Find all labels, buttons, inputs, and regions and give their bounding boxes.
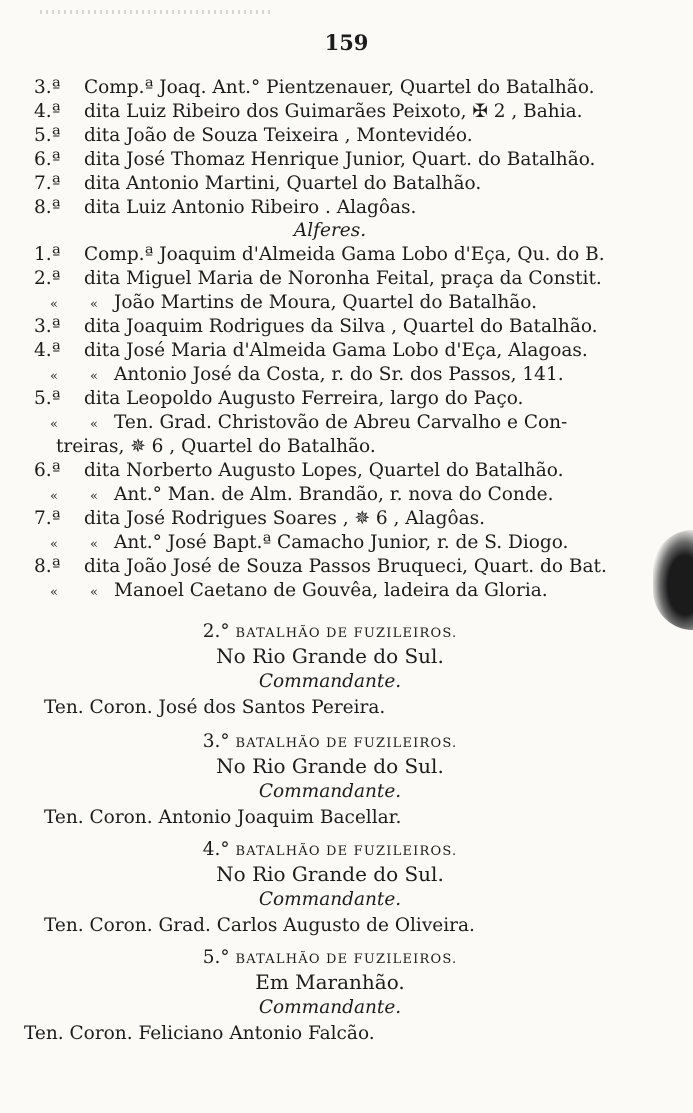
list-item: « « João Martins de Moura, Quartel do Batalhão. [50, 292, 537, 313]
list-item: 4.ª dita José Maria d'Almeida Gama Lobo d'Eça, Alagoas. [34, 340, 588, 361]
list-item: 3.ª Comp.ª Joaq. Ant.° Pientzenauer, Quartel do Batalhão. [34, 77, 595, 98]
list-item-continuation: treiras, ✵ 6 , Quartel do Batalhão. [56, 436, 376, 457]
list-item: 7.ª dita José Rodrigues Soares , ✵ 6 , Alagôas. [34, 508, 485, 529]
battalion-heading: 4.° BATALHÃO DE FUZILEIROS. [202, 839, 458, 860]
commander-name: Ten. Coron. Antonio Joaquim Bacellar. [44, 807, 402, 828]
battalion-location: No Rio Grande do Sul. [216, 862, 444, 886]
commander-heading: Commandante. [258, 671, 402, 692]
commander-heading: Commandante. [258, 889, 402, 910]
battalion-heading: 2.° BATALHÃO DE FUZILEIROS. [202, 621, 458, 642]
list-item: 6.ª dita José Thomaz Henrique Junior, Quart. do Batalhão. [34, 149, 596, 170]
commander-heading: Commandante. [258, 781, 402, 802]
battalion-heading: 3.° BATALHÃO DE FUZILEIROS. [202, 731, 458, 752]
section-heading-alferes: Alferes. [293, 220, 367, 241]
page-number: 159 [324, 30, 369, 55]
battalion-location: No Rio Grande do Sul. [216, 754, 444, 778]
list-item: « « Ant.° Man. de Alm. Brandão, r. nova do Conde. [50, 484, 554, 505]
battalion-location: No Rio Grande do Sul. [216, 644, 444, 668]
list-item: « « Manoel Caetano de Gouvêa, ladeira da Gloria. [50, 580, 548, 601]
list-item: 2.ª dita Miguel Maria de Noronha Feital, praça da Constit. [34, 268, 602, 289]
print-noise [40, 10, 270, 14]
list-item: 1.ª Comp.ª Joaquim d'Almeida Gama Lobo d'Eça, Qu. do B. [34, 244, 605, 265]
list-item: 7.ª dita Antonio Martini, Quartel do Batalhão. [34, 173, 482, 194]
list-item: 3.ª dita Joaquim Rodrigues da Silva , Quartel do Batalhão. [34, 316, 598, 337]
commander-name: Ten. Coron. Feliciano Antonio Falcão. [24, 1023, 375, 1044]
list-item: « « Antonio José da Costa, r. do Sr. dos Passos, 141. [50, 364, 564, 385]
list-item: « « Ant.° José Bapt.ª Camacho Junior, r. de S. Diogo. [50, 532, 569, 553]
list-item: 8.ª dita Luiz Antonio Ribeiro . Alagôas. [34, 197, 417, 218]
commander-name: Ten. Coron. Grad. Carlos Augusto de Oliveira. [44, 915, 475, 936]
list-item: 6.ª dita Norberto Augusto Lopes, Quartel do Batalhão. [34, 460, 564, 481]
commander-heading: Commandante. [258, 997, 402, 1018]
battalion-heading: 5.° BATALHÃO DE FUZILEIROS. [202, 947, 458, 968]
battalion-location: Em Maranhão. [255, 970, 405, 994]
commander-name: Ten. Coron. José dos Santos Pereira. [44, 697, 386, 718]
list-item: 5.ª dita Leopoldo Augusto Ferreira, largo do Paço. [34, 388, 524, 409]
list-item: 4.ª dita Luiz Ribeiro dos Guimarães Peixoto, ✠ 2 , Bahia. [34, 101, 583, 122]
list-item: 8.ª dita João José de Souza Passos Bruqueci, Quart. do Bat. [34, 556, 607, 577]
list-item: « « Ten. Grad. Christovão de Abreu Carvalho e Con- [50, 412, 568, 433]
ink-blot [653, 530, 693, 630]
list-item: 5.ª dita João de Souza Teixeira , Montevidéo. [34, 125, 473, 146]
